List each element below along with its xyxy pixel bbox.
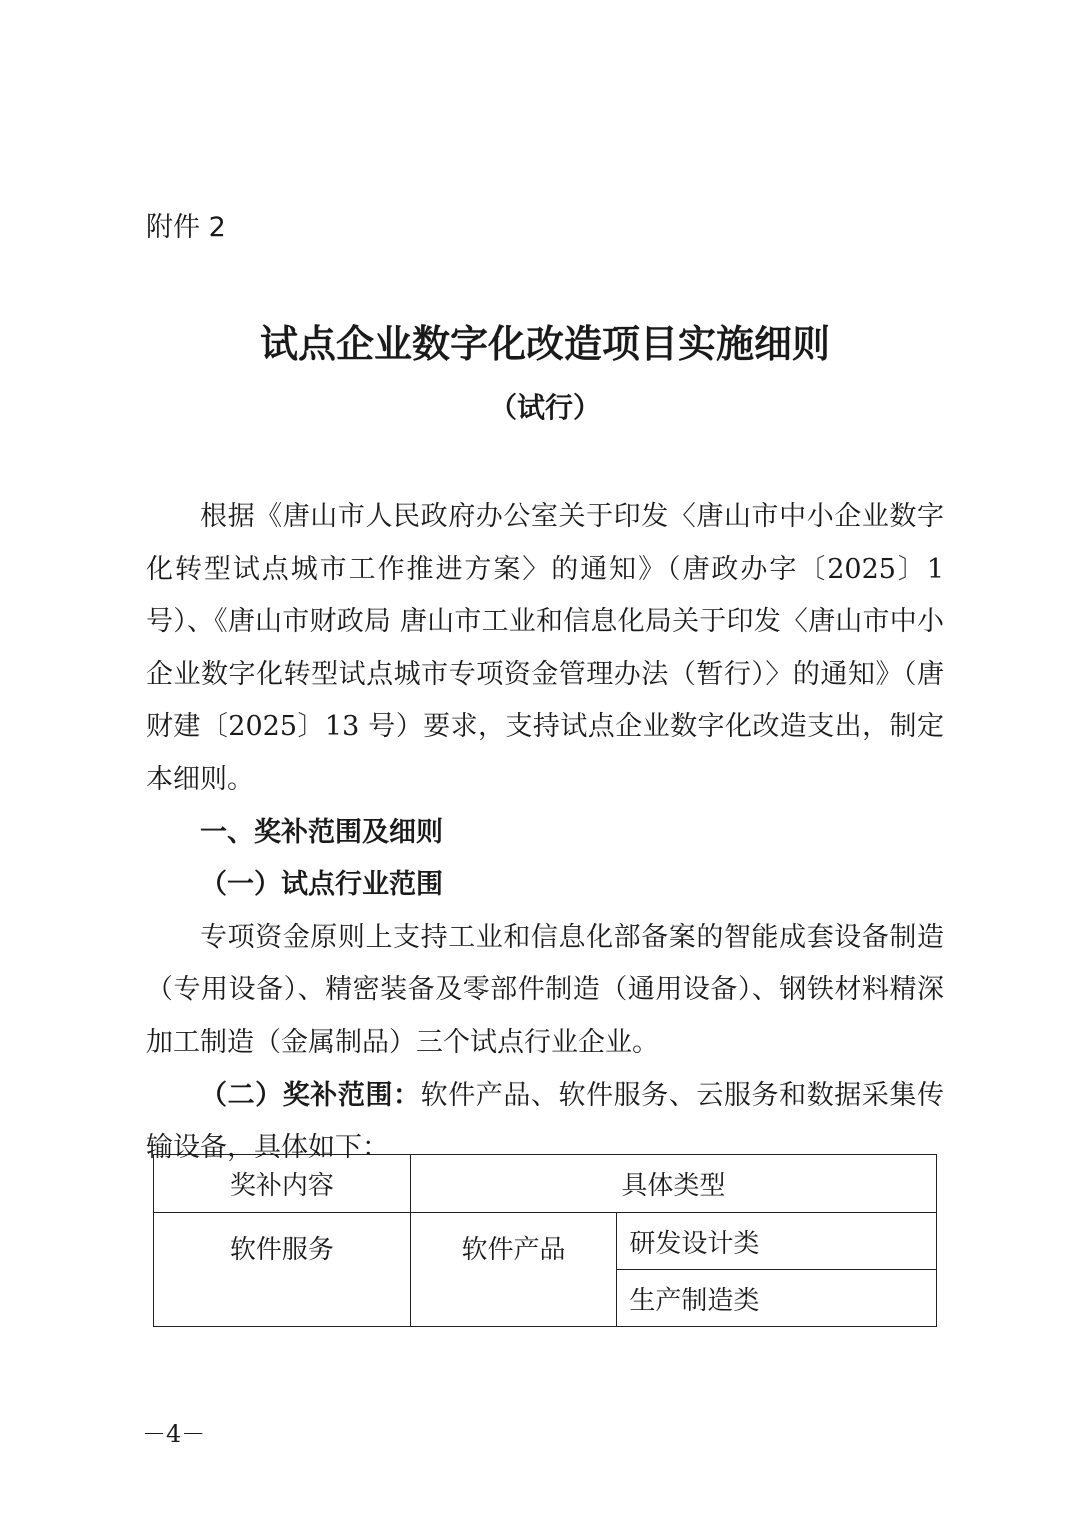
table-row xyxy=(154,1213,937,1270)
section-heading: 一、奖补范围及细则 xyxy=(200,816,443,848)
table-cell-content: 软件服务 xyxy=(154,1213,411,1327)
table-cell-category: 软件产品 xyxy=(410,1213,617,1327)
document-body xyxy=(146,491,944,1175)
table-header-type: 具体类型 xyxy=(410,1155,936,1213)
table-header-content: 奖补内容 xyxy=(154,1155,411,1213)
table-header-row xyxy=(154,1155,937,1213)
page-number: －4－ xyxy=(142,1420,206,1448)
document-title: 试点企业数字化改造项目实施细则 xyxy=(259,322,830,366)
intro-paragraph: 根据《唐山市人民政府办公室关于印发〈唐山市中小企业数字化转型试点城市工作推进方案〉的通知》（唐政办字〔2025〕1 号）、《唐山市财政局 唐山市工业和信息化局关于印发〈唐山市中小企业数字化转型试点城市专项资金管理办法（暂行）〉的通知》（唐财建〔2025〕13 号）要求，支持试点企业数字化改造支出，制定本细则。 xyxy=(146,501,944,795)
attachment-label: 附件 2 xyxy=(146,212,226,243)
subsection-heading: （一）试点行业范围 xyxy=(200,869,443,901)
document-subtitle: （试行） xyxy=(488,391,601,424)
subsidy-scope-text: 软件产品、软件服务、云服务和数据采集传输设备，具体如下： xyxy=(146,1079,945,1164)
industry-scope-paragraph: 专项资金原则上支持工业和信息化部备案的智能成套设备制造（专用设备）、精密装备及零部件制造（通用设备）、钢铁材料精深加工制造（金属制品）三个试点行业企业。 xyxy=(146,921,944,1058)
table-cell-type: 研发设计类 xyxy=(617,1213,937,1270)
subsection-heading-inline: （二）奖补范围： xyxy=(200,1079,421,1111)
subsidy-table xyxy=(153,1154,937,1327)
table-cell-type: 生产制造类 xyxy=(617,1270,937,1327)
